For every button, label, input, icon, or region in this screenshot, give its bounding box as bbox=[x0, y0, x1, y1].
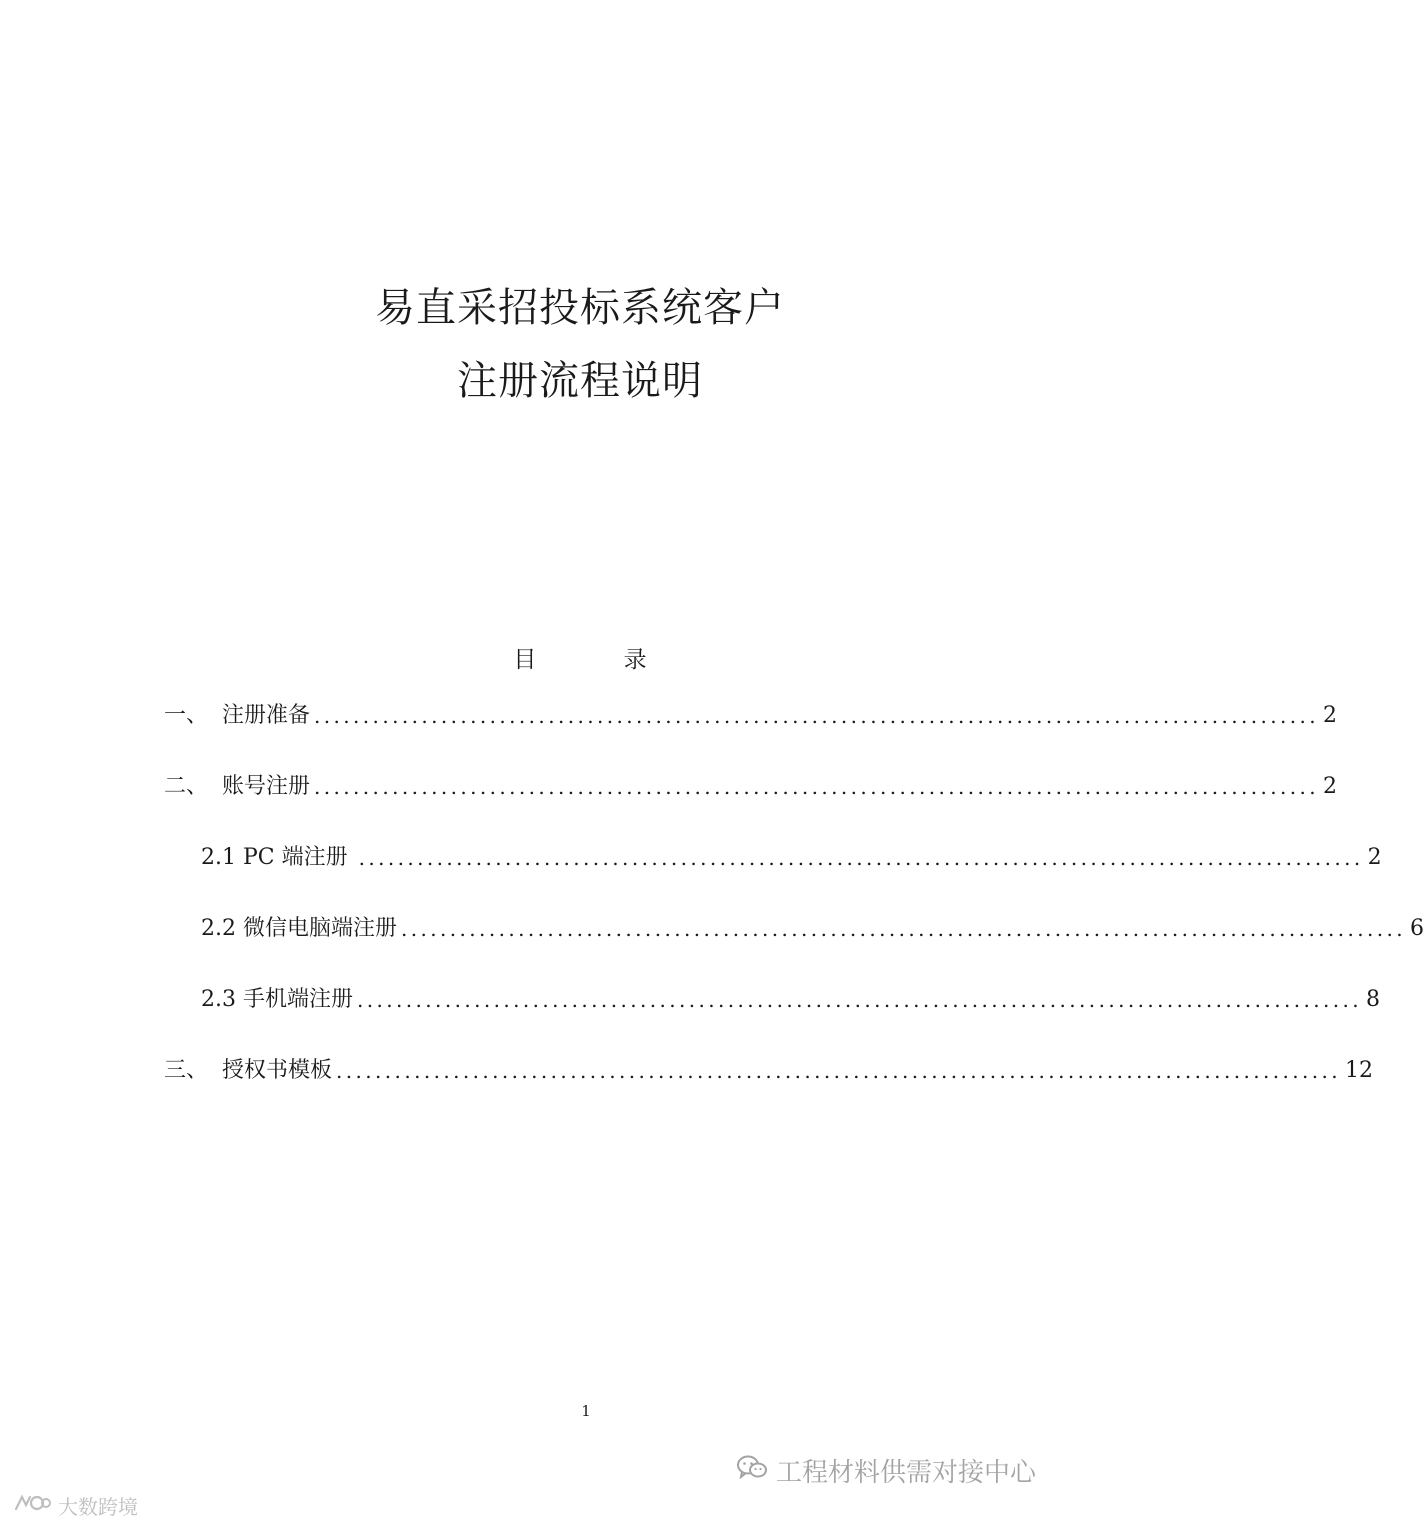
toc-entry[interactable] bbox=[201, 910, 1424, 944]
toc-entry-page: 2 bbox=[1323, 703, 1338, 728]
toc-entry-number: 二、 bbox=[164, 774, 222, 799]
toc-entry[interactable] bbox=[164, 697, 1338, 731]
toc-entry-page: 2 bbox=[1367, 845, 1382, 870]
watermark-account bbox=[736, 1452, 1036, 1489]
toc-dot-leader: ....................................................................................................... bbox=[336, 1059, 1342, 1083]
toc-entry-page: 12 bbox=[1345, 1058, 1374, 1083]
toc-heading: 目 录 bbox=[513, 647, 687, 673]
wechat-icon bbox=[736, 1454, 768, 1487]
toc-entry-number: 2.1 bbox=[201, 845, 243, 870]
brand-logo-icon bbox=[12, 1491, 52, 1520]
toc-dot-leader: ....................................................................................................... bbox=[357, 988, 1363, 1012]
toc-entry-label: PC 端注册 bbox=[242, 845, 355, 870]
document-title-line-2: 注册流程说明 bbox=[457, 358, 703, 404]
toc-entry-label: 注册准备 bbox=[222, 703, 311, 728]
toc-entry-number: 2.3 bbox=[201, 987, 243, 1012]
toc-entry[interactable] bbox=[164, 1052, 1374, 1086]
toc-entry-page: 2 bbox=[1323, 774, 1338, 799]
toc-entry-number: 2.2 bbox=[201, 916, 243, 941]
toc-entry-label: 微信电脑端注册 bbox=[242, 916, 397, 941]
toc-entry-label: 账号注册 bbox=[222, 774, 311, 799]
toc-entry[interactable] bbox=[164, 768, 1338, 802]
toc-entry-number: 三、 bbox=[164, 1058, 222, 1083]
toc-entry-label: 手机端注册 bbox=[242, 987, 353, 1012]
toc-entry[interactable] bbox=[201, 981, 1381, 1015]
toc-dot-leader: ....................................................................................................... bbox=[358, 846, 1364, 870]
watermark-brand bbox=[12, 1491, 138, 1520]
watermark-account-name: 工程材料供需对接中心 bbox=[776, 1458, 1037, 1488]
toc-entry-number: 一、 bbox=[164, 703, 222, 728]
toc-dot-leader: ....................................................................................................... bbox=[314, 704, 1320, 728]
toc-entry-label: 授权书模板 bbox=[222, 1058, 333, 1083]
watermark-brand-name: 大数跨境 bbox=[58, 1495, 138, 1519]
page-number: 1 bbox=[581, 1402, 591, 1420]
toc-entry[interactable] bbox=[201, 839, 1382, 873]
toc-entry-page: 6 bbox=[1410, 916, 1424, 941]
document-title-line-1: 易直采招投标系统客户 bbox=[375, 285, 785, 331]
toc-dot-leader: ....................................................................................................... bbox=[401, 917, 1407, 941]
toc-dot-leader: ....................................................................................................... bbox=[314, 775, 1320, 799]
toc-entry-page: 8 bbox=[1366, 987, 1381, 1012]
